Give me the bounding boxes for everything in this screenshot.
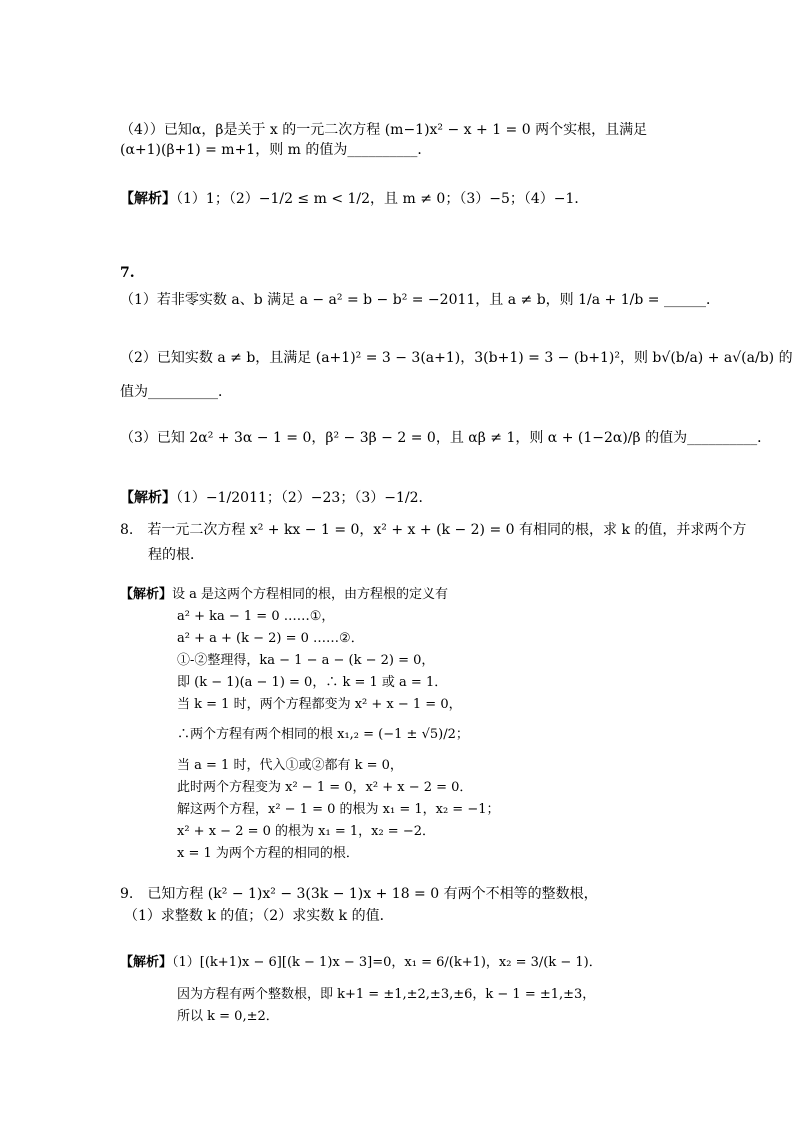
solution-step: 即 (k − 1)(a − 1) = 0，∴ k = 1 或 a = 1． [177,675,448,690]
question-8-line-1: 8. 若一元二次方程 x² + kx − 1 = 0，x² + x + (k − 2) = 0 有相同的根，求 k 的值，并求两个方 [120,522,747,538]
solution-step: 因为方程有两个整数根，即 k+1 = ±1,±2,±3,±6，k − 1 = ±1,±3， [177,987,596,1002]
question-7-part-2-line-1: （2）已知实数 a ≠ b，且满足 (a+1)² = 3 − 3(a+1)，3(b+1) = 3 − (b+1)²，则 b√(b/a) + a√(a/b) 的 [120,350,793,366]
answer-tag: 【解析】 [120,191,176,207]
question-9-line-1: 9. 已知方程 (k² − 1)x² − 3(3k − 1)x + 18 = 0 有两个不相等的整数根， [120,886,598,902]
solution-step: 当 a = 1 时，代入①或②都有 k = 0， [177,758,403,773]
solution-step: 此时两个方程变为 x² − 1 = 0，x² + x − 2 = 0． [177,780,473,795]
question-6-part-4-line-2: (α+1)(β+1) = m+1，则 m 的值为__________． [120,142,432,158]
answer-text: （1）1；（2）−1/2 ≤ m < 1/2，且 m ≠ 0；（3）−5；（4）−1． [176,191,589,207]
solution-step: ①-②整理得，ka − 1 − a − (k − 2) = 0， [177,653,435,668]
solution-step: 当 k = 1 时，两个方程都变为 x² + x − 1 = 0， [177,697,462,712]
question-6-part-4-line-1: （4））已知α，β是关于 x 的一元二次方程 (m−1)x² − x + 1 = 0 两个实根，且满足 [120,122,648,138]
solution-step: x² + x − 2 = 0 的根为 x₁ = 1，x₂ = −2． [177,824,435,839]
question-8-answer-intro [120,585,448,605]
question-9-line-2: （1）求整数 k 的值；（2）求实数 k 的值． [124,908,394,924]
solution-step: 解这两个方程，x² − 1 = 0 的根为 x₁ = 1，x₂ = −1； [177,802,500,817]
solution-step: x = 1 为两个方程的相同的根． [177,846,359,861]
solution-step: a² + a + (k − 2) = 0 ……②． [177,631,364,646]
solution-step: a² + ka − 1 = 0 ……①， [177,609,335,624]
question-7-answer [120,488,433,508]
answer-tag: 【解析】 [120,955,173,970]
answer-tag: 【解析】 [120,587,173,602]
question-7-part-3: （3）已知 2α² + 3α − 1 = 0，β² − 3β − 2 = 0，且 αβ ≠ 1，则 α + (1−2α)/β 的值为__________． [120,430,772,446]
answer-tag: 【解析】 [120,490,176,506]
answer-text: （1）[(k+1)x − 6][(k − 1)x − 3]=0，x₁ = 6/(k+1)，x₂ = 3/(k − 1)． [172,955,602,970]
question-7-number: 7. [120,265,135,281]
question-8-line-2: 程的根． [148,547,204,563]
question-9-answer [120,953,602,973]
solution-step: ∴两个方程有两个相同的根 x₁,₂ = (−1 ± √5)/2； [177,727,469,742]
question-6-answer [120,189,588,209]
answer-text: 设 a 是这两个方程相同的根，由方程根的定义有 [172,587,449,602]
question-7-part-1: （1）若非零实数 a、b 满足 a − a² = b − b² = −2011，且 a ≠ b，则 1/a + 1/b = ______． [120,292,720,308]
answer-text: （1）−1/2011；（2）−23；（3）−1/2． [176,490,433,506]
question-7-part-2-line-2: 值为__________． [120,384,232,400]
solution-step: 所以 k = 0,±2． [177,1009,279,1024]
